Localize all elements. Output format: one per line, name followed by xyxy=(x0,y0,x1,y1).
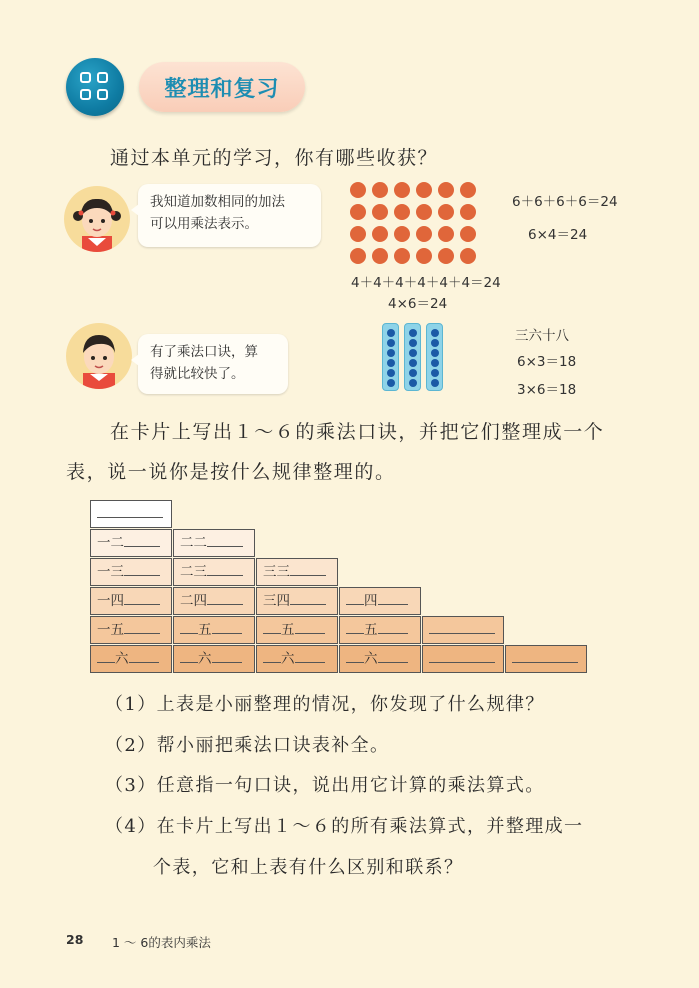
dot xyxy=(416,204,432,220)
intro-text: 通过本单元的学习，你有哪些收获？ xyxy=(110,147,439,169)
boy-speech-bubble xyxy=(138,334,288,394)
question-3-num: （3） xyxy=(105,775,157,796)
table-cell xyxy=(90,529,172,557)
dot xyxy=(416,226,432,242)
fill-blank[interactable] xyxy=(180,647,198,663)
fill-blank[interactable] xyxy=(346,589,364,605)
dot xyxy=(438,226,454,242)
bead xyxy=(387,349,395,357)
dot xyxy=(438,182,454,198)
question-4-text: 在卡片上写出１～６的所有乘法算式，并整理成一 xyxy=(156,816,584,837)
table-cell xyxy=(173,529,255,557)
dot xyxy=(372,226,388,242)
question-3 xyxy=(105,774,545,798)
table-cell xyxy=(90,616,172,644)
bead xyxy=(387,359,395,367)
table-cell xyxy=(339,616,421,644)
table-cell xyxy=(422,616,504,644)
cell-prefix: 三四 xyxy=(263,593,290,609)
task-line1: 在卡片上写出１～６的乘法口诀，并把它们整理成一个 xyxy=(110,421,605,443)
question-1 xyxy=(105,693,545,717)
bead-bar xyxy=(404,323,421,391)
bead xyxy=(387,329,395,337)
eq-row-mul: 6×4＝24 xyxy=(528,227,588,243)
dot xyxy=(350,248,366,264)
cell-prefix: 二三 xyxy=(180,564,207,580)
fill-blank[interactable] xyxy=(180,618,198,634)
koujue-text: 三六十八 xyxy=(515,328,569,344)
cell-prefix: 一三 xyxy=(97,564,124,580)
fill-blank[interactable] xyxy=(263,647,281,663)
eq-row-sum: 6＋6＋6＋6＝24 xyxy=(512,194,618,210)
bead xyxy=(431,339,439,347)
bead-bar xyxy=(382,323,399,391)
fill-blank[interactable] xyxy=(429,618,495,634)
fill-blank[interactable] xyxy=(295,647,325,663)
table-cell xyxy=(256,616,338,644)
table-cell xyxy=(339,645,421,673)
bead xyxy=(431,379,439,387)
cell-suffix: 六 xyxy=(115,651,129,667)
bead xyxy=(431,369,439,377)
girl-speech-line2: 可以用乘法表示。 xyxy=(150,216,258,232)
dot xyxy=(438,248,454,264)
girl-speech-bubble xyxy=(138,184,321,247)
dot xyxy=(372,182,388,198)
table-cell xyxy=(422,645,504,673)
bead-bars xyxy=(382,323,452,393)
section-title-pill xyxy=(139,62,305,112)
table-cell xyxy=(256,558,338,586)
table-cell xyxy=(90,500,172,528)
eq-col-mul: 4×6＝24 xyxy=(388,296,448,312)
fill-blank[interactable] xyxy=(124,589,160,605)
bead xyxy=(431,349,439,357)
question-3-text: 任意指一句口诀，说出用它计算的乘法算式。 xyxy=(156,775,545,796)
table-cell xyxy=(505,645,587,673)
fill-blank[interactable] xyxy=(346,647,364,663)
fill-blank[interactable] xyxy=(378,589,408,605)
question-2-num: （2） xyxy=(105,735,157,756)
table-cell xyxy=(173,587,255,615)
dot xyxy=(394,226,410,242)
table-cell xyxy=(256,587,338,615)
boy-speech-line2: 得就比较快了。 xyxy=(150,366,245,382)
boy-speech-line1: 有了乘法口诀，算 xyxy=(150,344,258,360)
fill-blank[interactable] xyxy=(129,647,159,663)
dot xyxy=(438,204,454,220)
boy-eq1: 6×3＝18 xyxy=(517,354,577,370)
bead xyxy=(409,349,417,357)
table-cell xyxy=(339,587,421,615)
fill-blank[interactable] xyxy=(512,647,578,663)
dot xyxy=(460,204,476,220)
bead xyxy=(387,339,395,347)
fill-blank[interactable] xyxy=(295,618,325,634)
bead xyxy=(409,339,417,347)
koujue-staircase-table xyxy=(90,500,590,670)
section-title: 整理和复习 xyxy=(164,76,280,102)
dot xyxy=(416,248,432,264)
cell-suffix: 六 xyxy=(198,651,212,667)
fill-blank[interactable] xyxy=(263,618,281,634)
dot xyxy=(372,248,388,264)
page-number: 28 xyxy=(66,932,84,947)
table-cell xyxy=(256,645,338,673)
cell-prefix: 一五 xyxy=(97,622,124,638)
table-cell xyxy=(90,587,172,615)
dot xyxy=(372,204,388,220)
fill-blank[interactable] xyxy=(378,618,408,634)
boy-eq2: 3×6＝18 xyxy=(517,382,577,398)
question-2-text: 帮小丽把乘法口诀表补全。 xyxy=(156,735,390,756)
fill-blank[interactable] xyxy=(97,647,115,663)
table-cell xyxy=(173,645,255,673)
section-icon xyxy=(66,58,124,116)
cell-suffix: 六 xyxy=(364,651,378,667)
fill-blank[interactable] xyxy=(429,647,495,663)
cell-suffix: 五 xyxy=(281,622,295,638)
bead xyxy=(431,329,439,337)
table-cell xyxy=(90,558,172,586)
eq-col-sum: 4＋4＋4＋4＋4＋4＝24 xyxy=(351,275,501,291)
bead xyxy=(387,379,395,387)
question-4-num: （4） xyxy=(105,816,157,837)
task-line2: 表，说一说你是按什么规律整理的。 xyxy=(66,461,396,483)
dot xyxy=(350,182,366,198)
dot xyxy=(460,182,476,198)
girl-avatar xyxy=(64,186,130,252)
cell-prefix: 三三 xyxy=(263,564,290,580)
bead xyxy=(409,359,417,367)
bead xyxy=(387,369,395,377)
fill-blank[interactable] xyxy=(290,589,326,605)
table-cell xyxy=(173,616,255,644)
dot xyxy=(394,248,410,264)
cell-prefix: 二二 xyxy=(180,535,207,551)
cell-prefix: 一四 xyxy=(97,593,124,609)
bead xyxy=(409,369,417,377)
table-cell xyxy=(173,558,255,586)
cell-suffix: 六 xyxy=(281,651,295,667)
bead-bar xyxy=(426,323,443,391)
dot-array xyxy=(350,182,480,264)
fill-blank[interactable] xyxy=(97,502,163,518)
bead xyxy=(431,359,439,367)
dot xyxy=(394,204,410,220)
boy-avatar xyxy=(66,323,132,389)
fill-blank[interactable] xyxy=(124,560,160,576)
dot xyxy=(350,204,366,220)
dot xyxy=(350,226,366,242)
girl-speech-line1: 我知道加数相同的加法 xyxy=(150,194,285,210)
cell-suffix: 五 xyxy=(364,622,378,638)
fill-blank[interactable] xyxy=(346,618,364,634)
fill-blank[interactable] xyxy=(124,531,160,547)
fill-blank[interactable] xyxy=(290,560,326,576)
chapter-title: 1 ～ 6的表内乘法 xyxy=(112,935,211,950)
dot xyxy=(416,182,432,198)
cell-prefix: 二四 xyxy=(180,593,207,609)
fill-blank[interactable] xyxy=(212,618,242,634)
question-4-cont: 个表，它和上表有什么区别和联系？ xyxy=(153,857,464,878)
dot xyxy=(460,226,476,242)
fill-blank[interactable] xyxy=(212,647,242,663)
cell-prefix: 一二 xyxy=(97,535,124,551)
fill-blank[interactable] xyxy=(378,647,408,663)
fill-blank[interactable] xyxy=(207,531,243,547)
cell-suffix: 四 xyxy=(364,593,378,609)
question-2 xyxy=(105,734,389,758)
question-4 xyxy=(105,815,583,839)
fill-blank[interactable] xyxy=(124,618,160,634)
fill-blank[interactable] xyxy=(207,589,243,605)
dot xyxy=(460,248,476,264)
table-cell xyxy=(90,645,172,673)
bead xyxy=(409,329,417,337)
fill-blank[interactable] xyxy=(207,560,243,576)
dot xyxy=(394,182,410,198)
question-1-text: 上表是小丽整理的情况，你发现了什么规律？ xyxy=(156,694,545,715)
question-1-num: （1） xyxy=(105,694,157,715)
cell-suffix: 五 xyxy=(198,622,212,638)
bead xyxy=(409,379,417,387)
